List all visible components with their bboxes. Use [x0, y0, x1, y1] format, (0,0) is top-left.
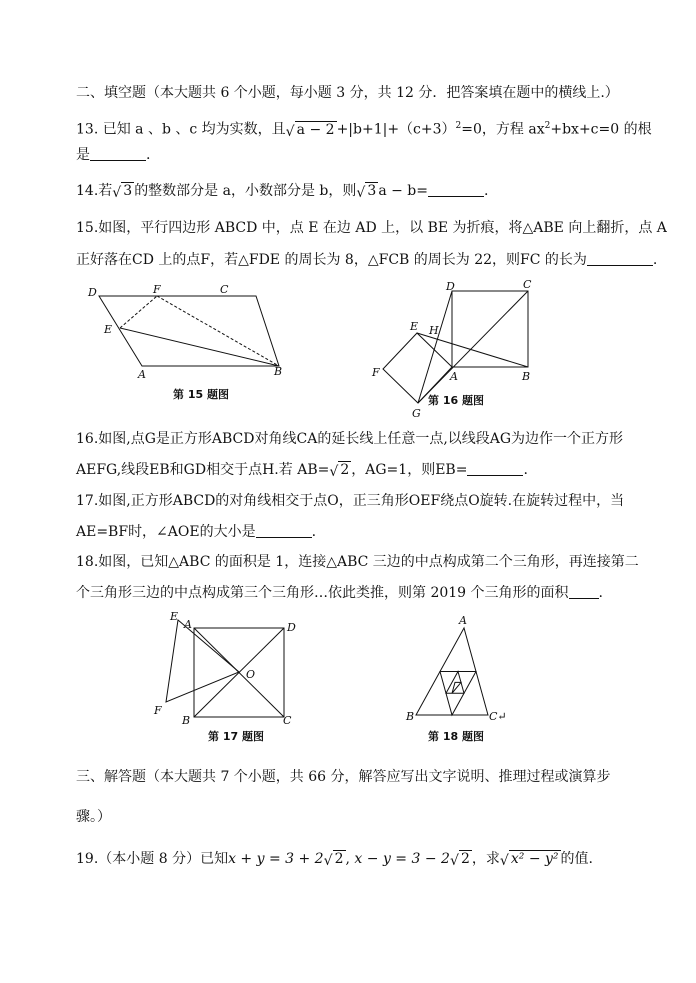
q18-line2-text: 个三角形三边的中点构成第三个三角形…依此类推，则第 2019 个三角形的面积	[76, 585, 569, 601]
q15-answer-blank[interactable]	[587, 251, 653, 266]
q19-radicand-1: 2	[334, 851, 344, 867]
fig18-label-c: C↵	[489, 710, 507, 723]
q14-text-1: 14.若	[76, 183, 113, 199]
segment-ef	[120, 296, 157, 328]
fig17-label-o: O	[246, 668, 256, 681]
section2-heading: 二、填空题（本大题共 6 个小题，每小题 3 分，共 12 分．把答案填在题中的横线上.）	[76, 85, 619, 101]
q19-radicand-3: x² − y²	[510, 851, 559, 867]
q13-radical: √ a − 2	[285, 121, 335, 140]
fig15-label-b: B	[274, 365, 283, 378]
fig17-label-e: E	[170, 610, 179, 623]
figure-18-caption: 第 18 题图	[428, 730, 484, 743]
q16-answer-blank[interactable]	[467, 461, 523, 476]
q19-radical-1: √ 2	[323, 851, 344, 869]
fig16-label-b: B	[522, 370, 531, 383]
q17-answer-blank[interactable]	[256, 523, 312, 538]
q19-text-3: 的值.	[560, 851, 593, 867]
question-17-line2: AE=BF时，∠AOE的大小是 .	[76, 524, 317, 540]
q17-line2-text: AE=BF时，∠AOE的大小是	[76, 524, 256, 540]
fig15-label-f: F	[153, 283, 161, 296]
q16-text-1: AEFG,线段EB和GD相交于点H.若 AB=	[76, 462, 330, 478]
q13-radicand: a − 2	[296, 121, 335, 138]
fig18-label-a: A	[459, 614, 467, 627]
fig17-label-f: F	[154, 704, 162, 717]
question-17-line1: 17.如图,正方形ABCD的对角线相交于点O，正三角形OEF绕点O旋转.在旋转过程中，当	[76, 493, 625, 509]
question-13-line2: 是 .	[76, 147, 151, 163]
q13-text-3: =0，方程 ax	[461, 121, 545, 138]
fig16-label-a: A	[450, 370, 458, 383]
q19-radicand-2: 2	[460, 851, 470, 867]
q14-equals: =	[416, 183, 429, 199]
fig16-label-d: D	[446, 280, 455, 293]
fig16-label-f: F	[372, 366, 380, 379]
q13-answer-blank[interactable]	[90, 146, 146, 161]
question-19	[76, 850, 593, 868]
fig15-label-d: D	[88, 286, 97, 299]
q16-radicand: 2	[340, 462, 350, 478]
q19-equation-1: x + y = 3 + 2	[228, 851, 324, 867]
parallelogram-abcd	[99, 296, 279, 366]
figure-16-caption: 第 16 题图	[428, 394, 484, 407]
section3-heading-line1: 三、解答题（本大题共 7 个小题，共 66 分，解答应写出文字说明、推理过程或演算步	[76, 769, 611, 785]
q19-separator: ,	[345, 851, 350, 867]
question-18-line1: 18.如图，已知△ABC 的面积是 1，连接△ABC 三边的中点构成第二个三角形，再连接第二	[76, 554, 639, 570]
q14-radical-1: √ 3	[112, 183, 133, 201]
q13-text-1: 13. 已知 a 、b 、c 均为实数，且	[76, 121, 286, 138]
fig15-label-e: E	[104, 323, 113, 336]
triangle-4	[452, 682, 461, 693]
question-14: 14.若 √ 3 的整数部分是 a，小数部分是 b，则 √ 3 a − b= .	[76, 183, 489, 201]
fig16-label-g: G	[412, 407, 421, 420]
fig16-label-c: C	[523, 278, 532, 291]
q14-expression: a − b	[378, 183, 417, 199]
q19-text-2: ，求	[471, 851, 500, 867]
q15-line2-text: 正好落在CD 上的点F，若△FDE 的周长为 8，△FCB 的周长为 22，则FC 的长为	[76, 252, 587, 268]
q16-radical: √ 2	[329, 462, 350, 480]
figure-15	[80, 280, 300, 380]
q13-text-2: +|b+1|+（c+3）	[336, 121, 456, 138]
question-15-line2: 正好落在CD 上的点F，若△FDE 的周长为 8，△FCB 的周长为 22，则FC 的长为 .	[76, 252, 658, 268]
question-16-line1: 16.如图,点G是正方形ABCD对角线CA的延长线上任意一点,以线段AG为边作一个正方形	[76, 431, 624, 447]
q13-exponent: 2	[455, 121, 462, 131]
q14-answer-blank[interactable]	[428, 182, 484, 197]
fold-line-be	[120, 328, 279, 366]
q18-answer-blank[interactable]	[569, 584, 599, 599]
figure-17-caption: 第 17 题图	[208, 730, 264, 743]
q16-text-2: ，AG=1，则EB=	[351, 462, 468, 478]
fig16-label-e: E	[410, 320, 419, 333]
question-18-line2: 个三角形三边的中点构成第三个三角形…依此类推，则第 2019 个三角形的面积 .	[76, 585, 603, 601]
q19-text-1: 19.（本小题 8 分）已知	[76, 851, 229, 867]
fig16-label-h: H	[429, 324, 439, 337]
fig15-label-c: C	[220, 283, 229, 296]
figure-18	[400, 610, 520, 723]
q19-radical-3: √ x² − y²	[499, 851, 559, 869]
q14-radicand-2: 3	[367, 183, 377, 199]
question-16-line2: AEFG,线段EB和GD相交于点H.若 AB= √ 2 ，AG=1，则EB= .	[76, 462, 528, 480]
figure-15-caption: 第 15 题图	[173, 388, 229, 401]
q14-text-2: 的整数部分是 a，小数部分是 b，则	[134, 183, 357, 199]
q19-equation-2: x − y = 3 − 2	[354, 851, 450, 867]
q14-radical-2: √ 3	[356, 183, 377, 201]
question-13	[76, 117, 652, 139]
fig17-label-a: A	[184, 618, 192, 631]
fig17-label-d: D	[287, 621, 296, 634]
segment-fb	[157, 296, 279, 366]
fig17-label-c: C	[283, 714, 292, 727]
q13-line2-text: 是	[76, 147, 90, 163]
fig17-label-b: B	[182, 714, 191, 727]
question-15-line1: 15.如图，平行四边形 ABCD 中，点 E 在边 AD 上，以 BE 为折痕，将△ABE 向上翻折，点 A	[76, 220, 667, 236]
section3-heading-line2: 骤。）	[76, 809, 111, 825]
q13-text-4: +bx+c=0 的根	[550, 121, 652, 138]
q14-radicand-1: 3	[123, 183, 133, 199]
fig18-label-b: B	[406, 710, 415, 723]
fig15-label-a: A	[138, 368, 146, 381]
q19-radical-2: √ 2	[449, 851, 470, 869]
figure-17	[150, 610, 310, 730]
q13-exponent-2: 2	[544, 121, 551, 131]
